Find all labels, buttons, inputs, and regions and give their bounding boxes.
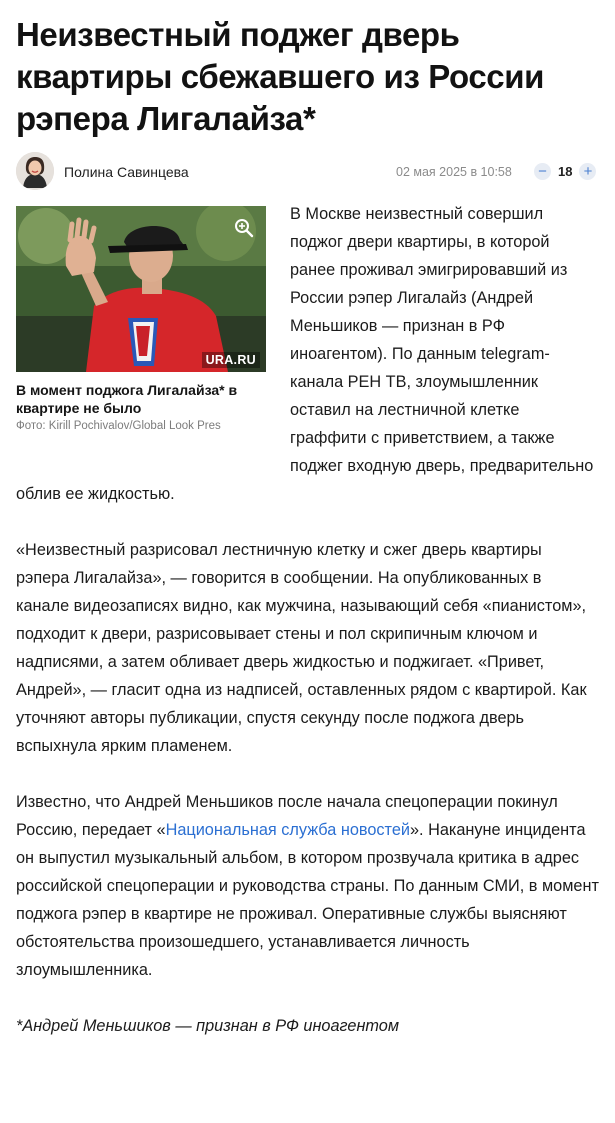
author-avatar[interactable]: [16, 152, 54, 190]
paragraph-3: [16, 788, 599, 984]
paragraph-2: «Неизвестный разрисовал лестничную клетку и сжег дверь квартиры рэпера Лигалайза», — говорится в сообщении. На опубликованных в канале видеозаписях видно, как мужчина, называющий себя «пианистом», подходит к двери, разрисовывает стены и пол скрипичным ключом и надписями, а затем обливает дверь жидкостью и поджигает. «Привет, Андрей», — гласит одна из надписей, оставленных рядом с квартирой. Как уточняют авторы публикации, спустя секунду после поджога дверь вспыхнула ярким пламенем.: [16, 541, 587, 755]
paragraph-1: В Москве неизвестный совершил поджог двери квартиры, в которой ранее проживал эмигрировавший из России рэпер Лигалайз (Андрей Меньшиков — признан в РФ иноагентом). По данным telegram-канала РЕН ТВ, злоумышленник оставил на лестничной клетке граффити с приветствием, а также поджег входную дверь, предварительно облив ее жидкостью.: [16, 205, 594, 503]
publish-date: 02 мая 2025 в 10:58: [396, 165, 512, 179]
article-meta: [16, 152, 599, 192]
figure-caption: В момент поджога Лигалайза* в квартире не было: [16, 382, 238, 416]
rating-plus-button[interactable]: +: [579, 163, 596, 180]
rating-value: 18: [558, 163, 573, 179]
paragraph-3-start: Известно, что Андрей Меньшиков после начала спецоперации покинул Россию, передает «: [16, 793, 558, 839]
foreign-agent-note: *Андрей Меньшиков — признан в РФ иноагентом: [16, 1017, 399, 1035]
rating-counter: [534, 159, 596, 183]
article: [16, 14, 599, 1035]
rating-minus-button[interactable]: −: [534, 163, 551, 180]
photo-credit: Фото: Kirill Pochivalov/Global Look Pres: [16, 420, 221, 432]
photo-watermark: URA.RU: [202, 352, 260, 368]
article-title: Неизвестный поджег дверь квартиры сбежавшего из России рэпера Лигалайза*: [16, 16, 545, 137]
article-figure: [16, 206, 266, 432]
paragraph-3-end: ». Накануне инцидента он выпустил музыкальный альбом, в котором прозвучала критика в адрес российской спецоперации и руководства страны. По данным СМИ, в момент поджога рэпер в квартире не проживал. Оперативные службы выясняют обстоятельства произошедшего, устанавливается личность злоумышленника.: [16, 821, 599, 979]
author-name[interactable]: Полина Савинцева: [64, 164, 189, 180]
article-photo[interactable]: [16, 206, 266, 372]
source-link[interactable]: Национальная служба новостей: [165, 821, 410, 839]
zoom-icon[interactable]: [234, 218, 254, 238]
